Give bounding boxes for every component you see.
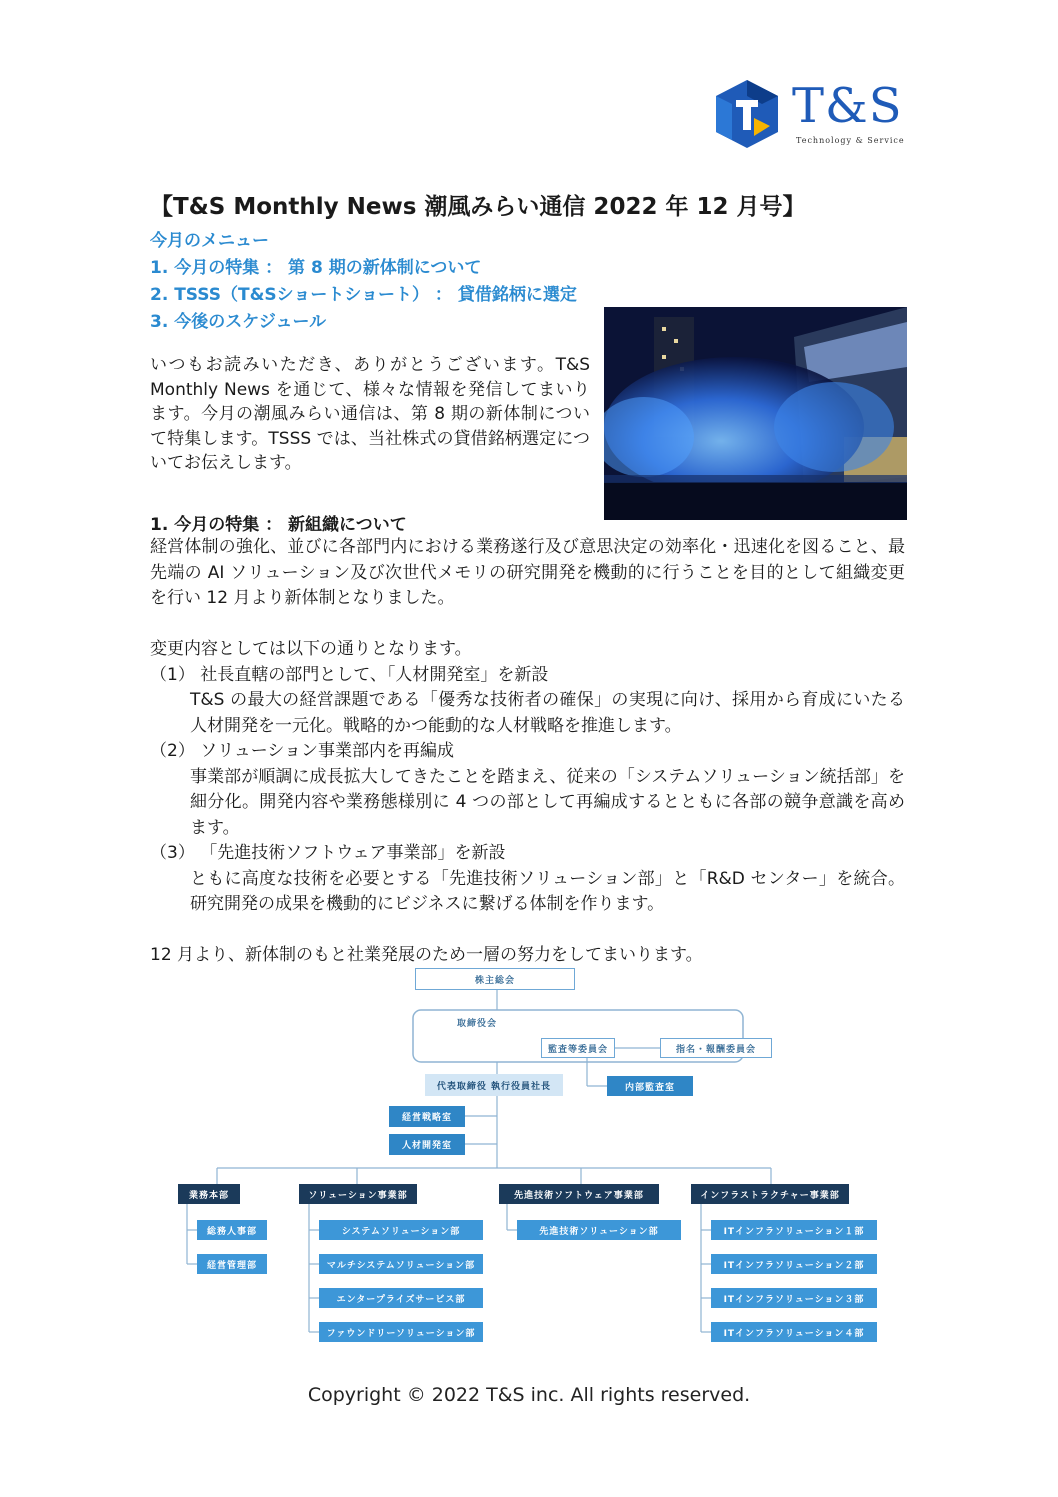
org-division-solution: ソリューション事業部 (299, 1184, 417, 1204)
section1-heading: 1. 今月の特集 ： 新組織について (150, 515, 407, 535)
copyright-footer: Copyright © 2022 T&S inc. All rights reserved. (307, 1384, 751, 1406)
change-item-body: ともに高度な技術を必要とする「先進技術ソリューション部」と「R&D センター」を統合。研究開発の成果を機動的にビジネスに繋げる体制を作ります。 (190, 868, 905, 914)
org-nomination-committee: 指名・報酬委員会 (660, 1038, 772, 1058)
logo-subtitle: Technology & Service (796, 136, 905, 145)
change-item-heading: （2） ソリューション事業部内を再編成 (150, 741, 455, 761)
illumination-photo-image (604, 307, 907, 520)
org-dept: ITインフラソリューション３部 (711, 1288, 877, 1308)
logo-text: T&S (792, 78, 903, 134)
org-dept: システムソリューション部 (319, 1220, 483, 1240)
org-dept: エンタープライズサービス部 (319, 1288, 483, 1308)
change-item-heading: （1） 社長直轄の部門として、「人材開発室」を新設 (150, 664, 549, 685)
org-dept: 総務人事部 (197, 1220, 267, 1240)
org-audit-committee: 監査等委員会 (541, 1038, 615, 1058)
intro-paragraph: いつもお読みいただき、ありがとうございます。T&S Monthly News を通じて、様々な情報を発信してまいります。今月の潮風みらい通信は、第 8 期の新体制について特集します。TSSS では、当社株式の貸借銘柄選定についてお伝えします。 (150, 355, 590, 474)
org-dept: 先進技術ソリューション部 (517, 1220, 681, 1240)
org-shareholders: 株主総会 (415, 968, 575, 990)
org-dept: ファウンドリーソリューション部 (319, 1322, 483, 1342)
org-chart (175, 966, 885, 1346)
org-dept: ITインフラソリューション４部 (711, 1322, 877, 1342)
org-division-advanced: 先進技術ソフトウェア事業部 (499, 1184, 659, 1204)
org-hr-dev-office: 人材開発室 (389, 1134, 465, 1155)
org-board: 取締役会 (456, 1018, 497, 1029)
logo-mark-icon (712, 78, 782, 150)
menu-item: 1. 今月の特集 ： 第 8 期の新体制について (150, 258, 482, 278)
menu-item: 3. 今後のスケジュール (150, 312, 327, 332)
newsletter-title: 【T&S Monthly News 潮風みらい通信 2022 年 12 月号】 (150, 194, 806, 220)
illumination-photo (604, 307, 907, 520)
org-division-business: 業務本部 (178, 1184, 240, 1204)
section1-body (150, 535, 905, 969)
menu-item: 2. TSSS（T&Sショートショート） ： 貸借銘柄に選定 (150, 285, 577, 305)
company-logo (712, 78, 912, 150)
change-item-heading: （3） 「先進技術ソフトウェア事業部」を新設 (150, 843, 506, 863)
org-ceo: 代表取締役 執行役員社長 (425, 1074, 563, 1096)
change-item-body: 事業部が順調に成長拡大してきたことを踏まえ、従来の「システムソリューション統括部」を細分化。開発内容や業務態様別に 4 つの部として再編成するとともに各部の競争意識を高めます。 (190, 766, 905, 838)
closing-line: 12 月より、新体制のもと社業発展のため一層の努力をしてまいります。 (150, 945, 703, 965)
section1-paragraph: 経営体制の強化、並びに各部門内における業務遂行及び意思決定の効率化・迅速化を図ること、最先端の AI ソリューション及び次世代メモリの研究開発を機動的に行うことを目的として組織変更を行い 12 月より新体制となりました。 (150, 537, 905, 608)
org-dept: 経営管理部 (197, 1254, 267, 1274)
org-dept: マルチシステムソリューション部 (319, 1254, 483, 1274)
changes-intro: 変更内容としては以下の通りとなります。 (150, 639, 472, 659)
change-item-body: T&S の最大の経営課題である「優秀な技術者の確保」の実現に向け、採用から育成にいたる人材開発を一元化。戦略的かつ能動的な人材戦略を推進します。 (190, 690, 905, 736)
org-dept: ITインフラソリューション１部 (711, 1220, 877, 1240)
org-division-infra: インフラストラクチャー事業部 (691, 1184, 849, 1204)
org-internal-audit: 内部監査室 (607, 1076, 693, 1096)
org-dept: ITインフラソリューション２部 (711, 1254, 877, 1274)
org-strategy-office: 経営戦略室 (389, 1106, 465, 1127)
menu-list (150, 228, 577, 336)
menu-heading: 今月のメニュー (150, 231, 269, 251)
